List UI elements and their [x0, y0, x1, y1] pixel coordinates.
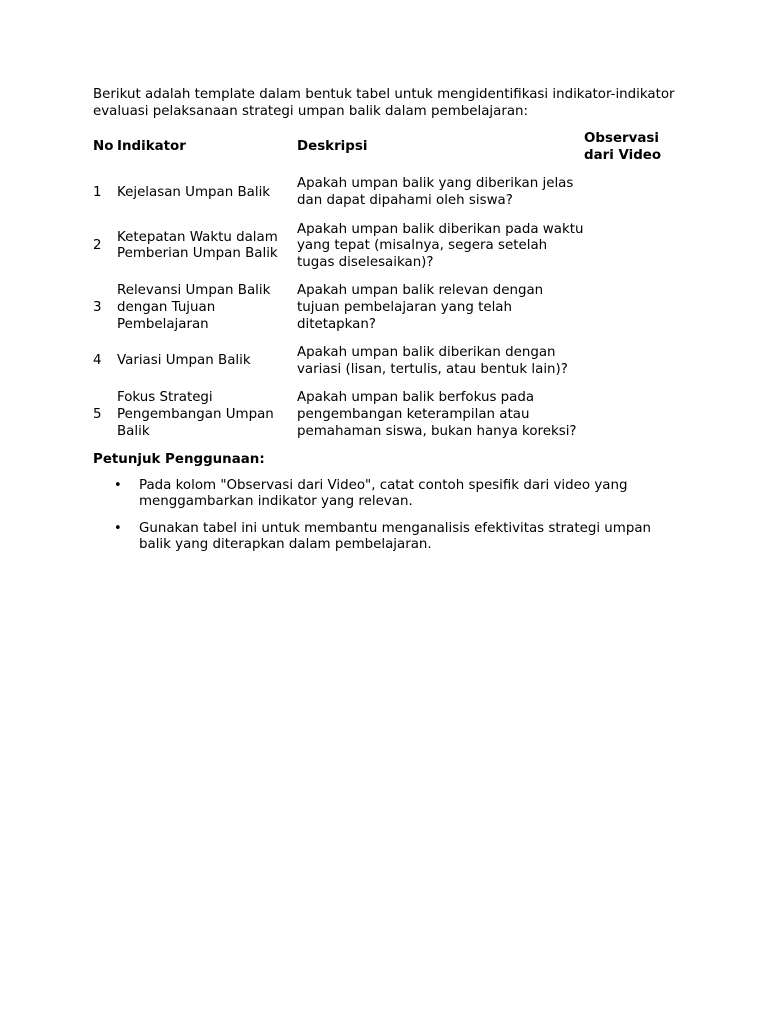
- table-row: [93, 390, 678, 452]
- row-deskripsi: Apakah umpan balik yang diberikan jelas dan dapat dipahami oleh siswa?: [297, 176, 574, 208]
- table-header-row: [93, 131, 678, 176]
- list-item-text: Gunakan tabel ini untuk membantu menganalisis efektivitas strategi umpan balik yang diterapkan dalam pembelajaran.: [139, 520, 652, 553]
- document-page: [93, 87, 678, 564]
- list-item: [93, 478, 678, 511]
- row-number: 5: [93, 406, 102, 422]
- table-row: [93, 176, 678, 221]
- row-indikator: Relevansi Umpan Balik dengan Tujuan Pembelajaran: [117, 283, 271, 332]
- row-deskripsi: Apakah umpan balik diberikan pada waktu yang tepat (misalnya, segera setelah tugas diselesaikan)?: [297, 221, 584, 270]
- row-deskripsi: Apakah umpan balik berfokus pada pengembangan keterampilan atau pemahaman siswa, bukan hanya koreksi?: [297, 390, 577, 439]
- row-observasi: [584, 283, 678, 345]
- intro-paragraph: Berikut adalah template dalam bentuk tabel untuk mengidentifikasi indikator-indikator evaluasi pelaksanaan strategi umpan balik dalam pembelajaran:: [93, 87, 675, 119]
- bullet-icon: •: [114, 477, 122, 493]
- header-no: No: [93, 139, 114, 155]
- header-indikator: Indikator: [117, 139, 186, 155]
- row-number: 4: [93, 353, 102, 369]
- usage-heading: Petunjuk Penggunaan:: [93, 452, 265, 468]
- row-observasi: [584, 345, 678, 390]
- row-indikator: Fokus Strategi Pengembangan Umpan Balik: [117, 390, 274, 439]
- header-observasi: Observasi dari Video: [584, 131, 662, 163]
- usage-list: [93, 478, 678, 554]
- indicator-table: [93, 131, 678, 452]
- list-item-text: Pada kolom "Observasi dari Video", catat contoh spesifik dari video yang menggambarkan indikator yang relevan.: [139, 477, 628, 510]
- row-indikator: Variasi Umpan Balik: [117, 353, 251, 369]
- row-observasi: [584, 222, 678, 284]
- row-deskripsi: Apakah umpan balik diberikan dengan variasi (lisan, tertulis, atau bentuk lain)?: [297, 345, 568, 377]
- header-deskripsi: Deskripsi: [297, 139, 368, 155]
- table-row: [93, 222, 678, 284]
- list-item: [93, 521, 678, 554]
- row-indikator: Ketepatan Waktu dalam Pemberian Umpan Balik: [117, 229, 278, 262]
- row-number: 2: [93, 238, 102, 254]
- table-row: [93, 345, 678, 390]
- row-observasi: [584, 176, 678, 221]
- row-deskripsi: Apakah umpan balik relevan dengan tujuan pembelajaran yang telah ditetapkan?: [297, 283, 544, 332]
- table-row: [93, 283, 678, 345]
- row-observasi: [584, 390, 678, 452]
- row-number: 3: [93, 299, 102, 315]
- bullet-icon: •: [114, 520, 122, 536]
- row-indikator: Kejelasan Umpan Balik: [117, 184, 271, 200]
- row-number: 1: [93, 184, 102, 200]
